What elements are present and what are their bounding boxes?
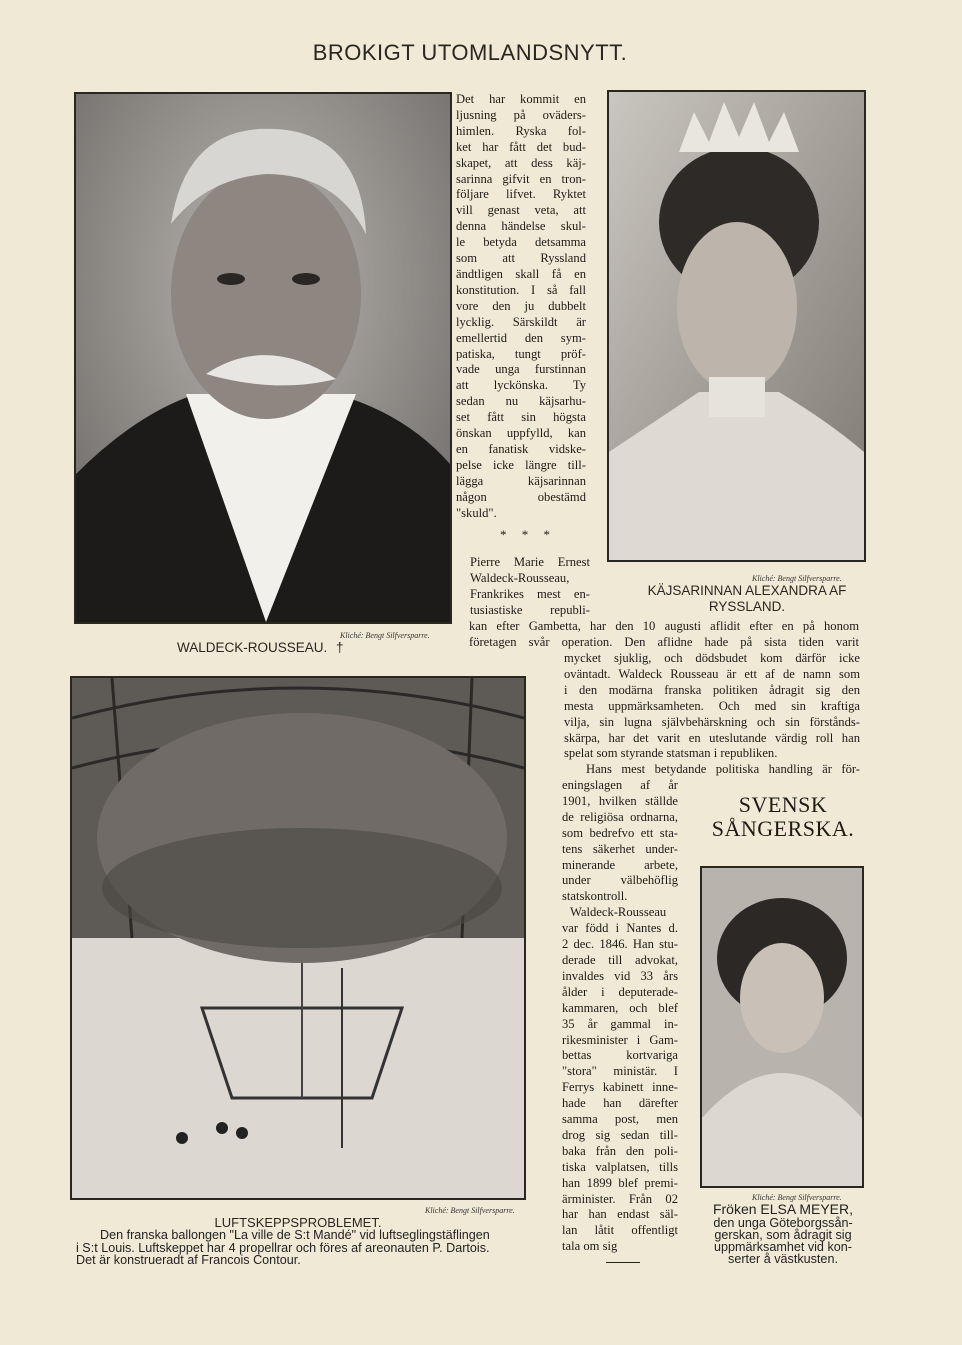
text-line: att lyckönska. Ty (456, 378, 586, 393)
text-line: vilja, sin lugna självbehärskning och sin förstånds- (564, 714, 860, 729)
text-line: himlen. Ryska fol- (456, 123, 586, 138)
article-narrow-column (562, 778, 678, 1255)
text-line: vill genast veta, att (456, 203, 586, 218)
text-line: lycklig. Särskildt är (456, 314, 586, 329)
text-line: han 1899 blef premi- (562, 1175, 678, 1190)
article-column-intro (456, 92, 586, 521)
text-line: tiska valplatsen, tills (562, 1159, 678, 1174)
text-line: skärpa, har det varit en uteslutande värdig roll han (564, 730, 860, 745)
text-line: ålder i deputerade- (562, 984, 678, 999)
text-line: har han endast säl- (562, 1207, 678, 1222)
waldeck-caption: WALDECK-ROUSSEAU. (177, 640, 328, 655)
text-line: baka från den poli- (562, 1143, 678, 1158)
caption-line: Den franska ballongen "La ville de S:t Mandé" vid luftseglingstäflingen (100, 1228, 490, 1242)
text-line: lan låtit offentligt (562, 1223, 678, 1238)
caption-line: RYSSLAND. (708, 599, 786, 614)
text-line: ändtligen skall få en (456, 266, 586, 281)
text-line: "skuld". (456, 505, 497, 520)
text-line: patiska, tungt pröf- (456, 346, 586, 361)
text-line: "stora" ministär. I (562, 1064, 678, 1079)
text-line: någon obestämd (456, 489, 586, 504)
text-line: statskontroll. (562, 889, 628, 904)
airship-photo (70, 676, 526, 1200)
text-line: Waldeck-Rousseau, (470, 570, 570, 585)
text-line: företagen svår operation. Den aflidne hade på sista tiden varit (469, 634, 859, 649)
text-line: vore den ju dubbelt (456, 298, 586, 313)
text-line: de religiösa ordnarna, (562, 809, 678, 824)
article-mid-lines (564, 651, 860, 778)
text-line: mycket sjuklig, och dödsbudet kom därför icke (564, 651, 860, 665)
airship-photo-credit: Kliché: Bengt Silfversparre. (425, 1206, 515, 1215)
text-line: drog sig sedan till- (562, 1127, 678, 1142)
caption-line: serter å västkusten. (728, 1252, 838, 1266)
text-line: emellertid den sym- (456, 330, 586, 345)
text-line: 2 dec. 1846. Han stu- (562, 937, 678, 952)
airship-caption (76, 1229, 528, 1267)
text-line: le betyda detsamma (456, 235, 586, 250)
caption-line: Det är konstrueradt af Francois Contour. (76, 1253, 301, 1267)
text-line: som bedrefvo ett sta- (562, 825, 678, 840)
text-line: vade unga furstinnan (456, 362, 586, 377)
caption-line: Fröken ELSA MEYER, (712, 1201, 854, 1217)
empress-alexandra-portrait (607, 90, 866, 562)
text-line: denna händelse skul- (456, 219, 586, 234)
singer-caption (700, 1202, 866, 1265)
caption-line: uppmärksamhet vid kon- (714, 1240, 852, 1254)
singer-photo-credit: Kliché: Bengt Silfversparre. (752, 1193, 842, 1202)
text-line: spelat som styrande statsman i republiken. (564, 746, 778, 761)
caption-line: gerskan, som ådragit sig (714, 1228, 852, 1242)
text-line: tala om sig (562, 1239, 618, 1254)
text-line: skapet, att dess käj- (456, 155, 586, 170)
text-line: sedan nu käjsarhu- (456, 394, 586, 409)
article-wide-lines (469, 619, 859, 651)
page-title: BROKIGT UTOMLANDSNYTT. (312, 40, 628, 65)
heading-line: SÅNGERSKA. (711, 816, 855, 841)
cross-symbol: † (336, 640, 344, 655)
caption-line: i S:t Louis. Luftskeppet har 4 propellrar och föres af areonauten P. Dartois. (76, 1240, 490, 1255)
empress-photo-credit: Kliché: Bengt Silfversparre. (752, 574, 842, 583)
text-line: som att Ryssland (456, 251, 586, 266)
text-line: rikesminister i Gam- (562, 1032, 678, 1047)
text-line: var född i Nantes d. (562, 921, 678, 936)
text-line: Ferrys kabinett inne- (562, 1080, 678, 1095)
caption-line: den unga Göteborgssån- (713, 1216, 853, 1230)
text-line: tusiastiske republi- (470, 602, 590, 617)
text-line: 35 år gammal in- (562, 1016, 678, 1031)
text-line: mesta uppmärksamheten. Och med sin kraftiga (564, 698, 860, 713)
text-line: 1901, hvilken ställde (562, 793, 678, 808)
elsa-meyer-portrait (700, 866, 864, 1188)
text-line: derade till advokat, (562, 952, 678, 967)
text-line: set fått sin högsta (456, 410, 586, 425)
section-separator: * * * (500, 527, 556, 542)
text-line: konstitution. I så fall (456, 282, 586, 297)
text-line: Det har kommit en (456, 92, 586, 106)
text-line: samma post, men (562, 1112, 678, 1127)
waldeck-rousseau-portrait (74, 92, 452, 624)
text-line: invaldes vid 33 års (562, 968, 678, 983)
heading-line: SVENSK (738, 792, 828, 817)
text-line: under välbehöflig (562, 873, 678, 888)
waldeck-photo-credit: Kliché: Bengt Silfversparre. (340, 631, 430, 640)
text-line: ärminister. Från 02 (562, 1191, 678, 1206)
text-line: eningslagen af år (562, 778, 678, 792)
text-line: ket har fått det bud- (456, 139, 586, 154)
text-line: Frankrikes mest en- (470, 586, 590, 601)
text-line: kammaren, och blef (562, 1000, 678, 1015)
text-line: minerande arbete, (562, 857, 678, 872)
text-line: önskan uppfylld, kan (456, 426, 586, 441)
text-line: Waldeck-Rousseau (570, 905, 667, 920)
text-line: tens säkerhet under- (562, 841, 678, 856)
text-line: ljusning på oväders- (456, 107, 586, 122)
text-line: Hans mest betydande politiska handling är för- (586, 762, 860, 777)
text-line: kan efter Gambetta, har den 10 augusti aflidit efter en på honom (469, 619, 859, 633)
text-line: följare lifvet. Ryktet (456, 187, 586, 202)
text-line: oväntadt. Waldeck Rousseau är ett af de namn som (564, 666, 860, 681)
singer-heading (700, 793, 866, 841)
empress-caption (612, 583, 882, 615)
caption-line: KÄJSARINNAN ALEXANDRA AF (647, 583, 847, 598)
text-line: hade han därefter (562, 1096, 678, 1111)
article-column-obituary-start (470, 555, 590, 619)
text-line: Pierre Marie Ernest (470, 555, 590, 569)
text-line: sarinna gifvit en tron- (456, 171, 586, 186)
text-line: bettas kortvariga (562, 1048, 678, 1063)
text-line: lägga käjsarinnan (456, 473, 586, 488)
text-line: pelse icke längre till- (456, 457, 586, 472)
airship-caption-title: LUFTSKEPPSPROBLEMET. (214, 1215, 382, 1230)
text-line: en fanatisk vidske- (456, 441, 586, 456)
end-rule (606, 1262, 640, 1263)
text-line: i den modärna franska politiken ådragit sig den (564, 682, 860, 697)
